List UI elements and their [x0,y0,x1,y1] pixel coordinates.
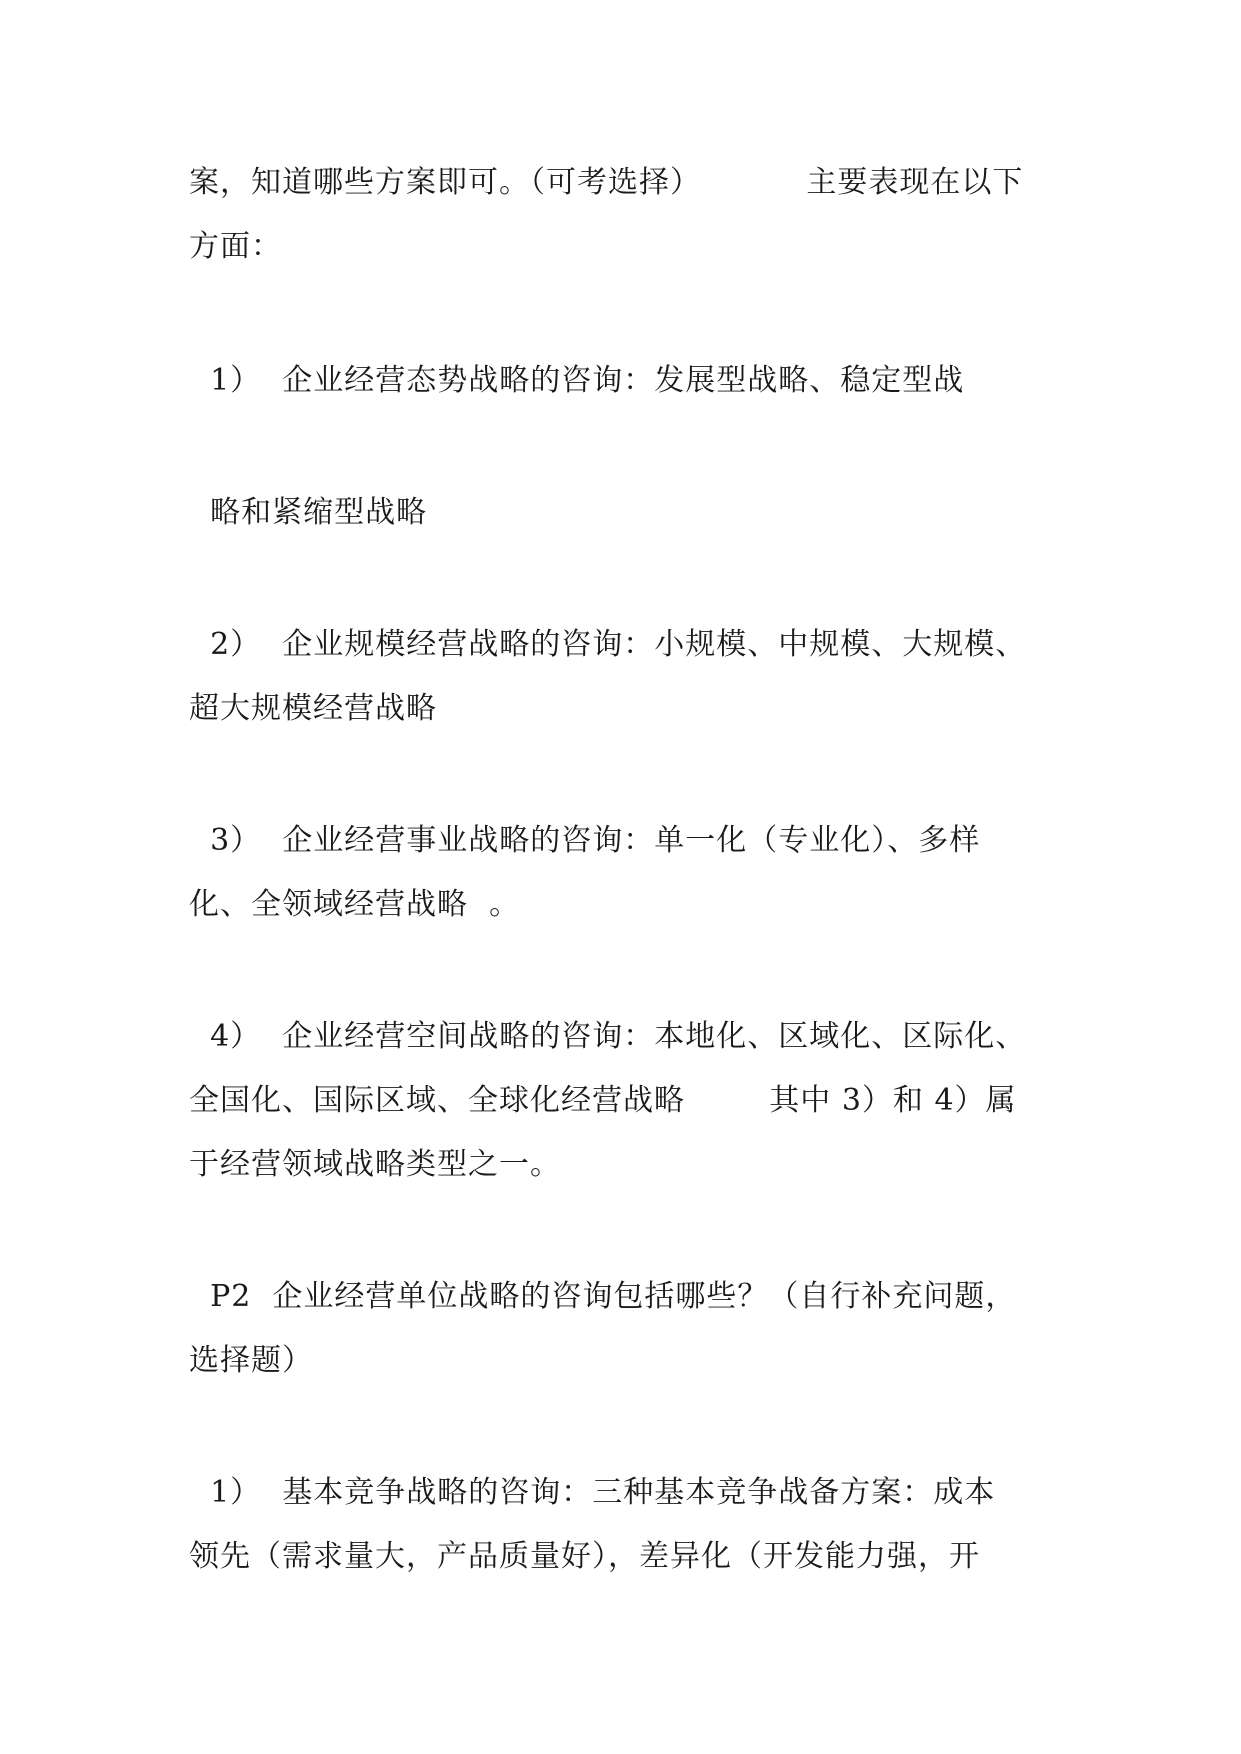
text-line-5: 2） 企业规模经营战略的咨询：小规模、中规模、大规模、 [189,627,1027,662]
text-line-14: 1） 基本竞争战略的咨询：三种基本竞争战备方案：成本 [189,1475,996,1510]
text-line-8: 化、全领域经营战略 。 [189,887,521,922]
text-line-2: 方面： [189,229,282,264]
text-line-7: 3） 企业经营事业战略的咨询：单一化（专业化）、多样 [189,823,981,858]
text-line-10: 全国化、国际区域、全球化经营战略 其中 3）和 4）属 [189,1083,1017,1118]
text-line-12: P2 企业经营单位战略的咨询包括哪些？（自行补充问题， [189,1279,1017,1314]
text-line-6: 超大规模经营战略 [189,691,437,726]
text-line-15: 领先（需求量大，产品质量好），差异化（开发能力强，开 [189,1539,980,1574]
text-line-13: 选择题） [189,1343,313,1378]
text-line-1: 案，知道哪些方案即可。（可考选择） 主要表现在以下 [189,165,1024,200]
text-line-3: 1） 企业经营态势战略的咨询：发展型战略、稳定型战 [189,363,965,398]
text-line-4: 略和紧缩型战略 [189,495,428,530]
text-line-11: 于经营领域战略类型之一。 [189,1147,561,1182]
text-line-9: 4） 企业经营空间战略的咨询：本地化、区域化、区际化、 [189,1019,1027,1054]
